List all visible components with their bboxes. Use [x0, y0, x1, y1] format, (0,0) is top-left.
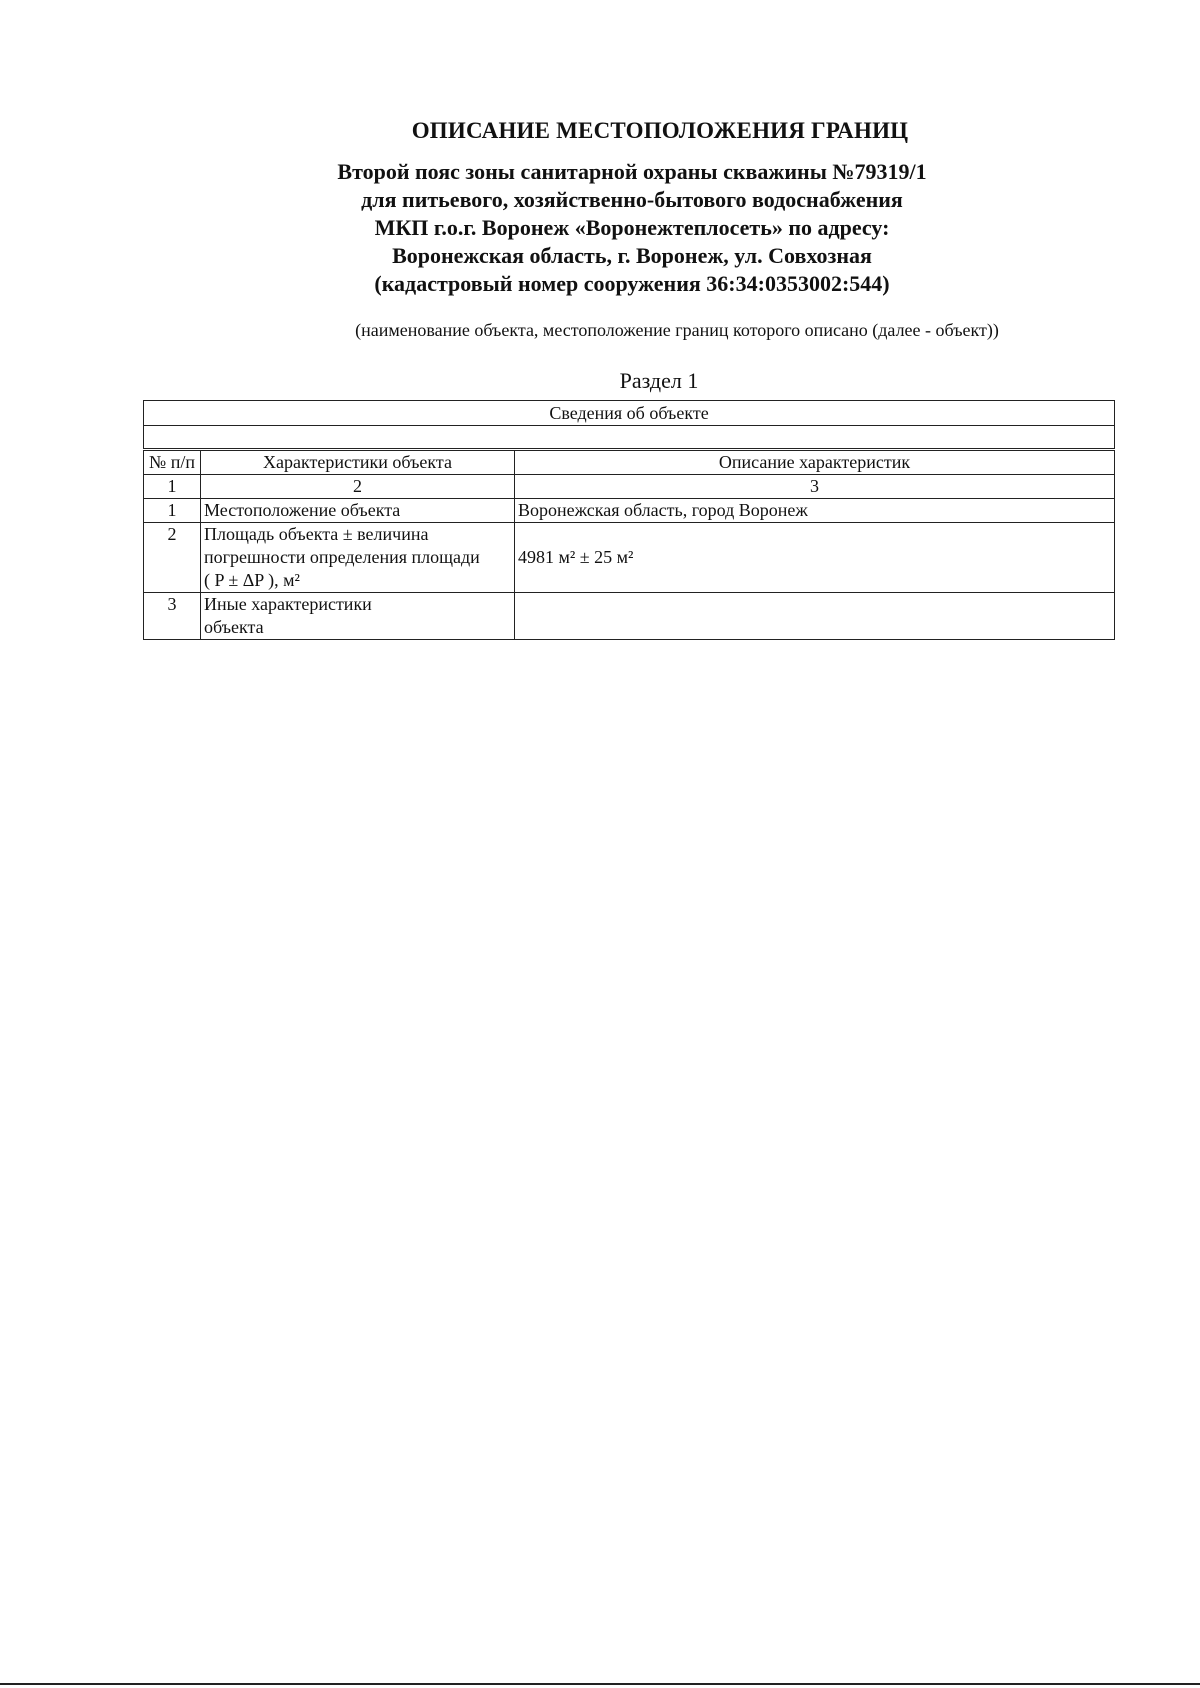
table-row: [144, 593, 1115, 640]
object-name-line: для питьевого, хозяйственно-бытового водоснабжения: [361, 187, 903, 212]
table-row: [144, 523, 1115, 593]
column-header-description: Описание характеристик: [515, 450, 1115, 475]
object-caption: (наименование объекта, местоположение границ которого описано (далее - объект)): [355, 320, 999, 340]
row-characteristic: [201, 523, 515, 593]
row-characteristic: Местоположение объекта: [201, 499, 515, 523]
column-number: 3: [515, 475, 1115, 499]
row-description: Воронежская область, город Воронеж: [515, 499, 1115, 523]
column-number: 2: [201, 475, 515, 499]
object-name-line: Второй пояс зоны санитарной охраны скважины №79319/1: [337, 159, 927, 184]
row-characteristic-line: ( P ± ΔP ), м²: [204, 570, 300, 590]
page-bottom-rule: [0, 1683, 1200, 1685]
column-header-row: [144, 450, 1115, 475]
document-title: ОПИСАНИЕ МЕСТОПОЛОЖЕНИЯ ГРАНИЦ: [411, 118, 909, 143]
column-header-num: № п/п: [144, 450, 201, 475]
row-description: 4981 м² ± 25 м²: [515, 523, 1115, 593]
row-number: 1: [144, 499, 201, 523]
section-label: Раздел 1: [619, 368, 699, 393]
row-characteristic-line: погрешности определения площади: [204, 547, 480, 567]
blank-cell: [144, 426, 1115, 450]
row-characteristic-line: объекта: [204, 617, 264, 637]
object-name-line: МКП г.о.г. Воронеж «Воронежтеплосеть» по адресу:: [374, 215, 890, 240]
object-name-line: Воронежская область, г. Воронеж, ул. Совхозная: [392, 243, 872, 268]
row-number: 2: [144, 523, 201, 593]
column-number-row: [144, 475, 1115, 499]
row-characteristic-line: Иные характеристики: [204, 594, 372, 614]
table-blank-row: [144, 426, 1115, 450]
row-characteristic: [201, 593, 515, 640]
table-heading-row: [144, 401, 1115, 426]
row-description: [515, 593, 1115, 640]
object-name-line: (кадастровый номер сооружения 36:34:0353002:544): [374, 271, 890, 296]
column-number: 1: [144, 475, 201, 499]
row-characteristic-line: Площадь объекта ± величина: [204, 524, 429, 544]
table-row: [144, 499, 1115, 523]
object-name: [0, 158, 1200, 298]
table-heading: Сведения об объекте: [144, 401, 1115, 426]
row-number: 3: [144, 593, 201, 640]
object-info-table: [143, 400, 1115, 640]
column-header-characteristic: Характеристики объекта: [201, 450, 515, 475]
